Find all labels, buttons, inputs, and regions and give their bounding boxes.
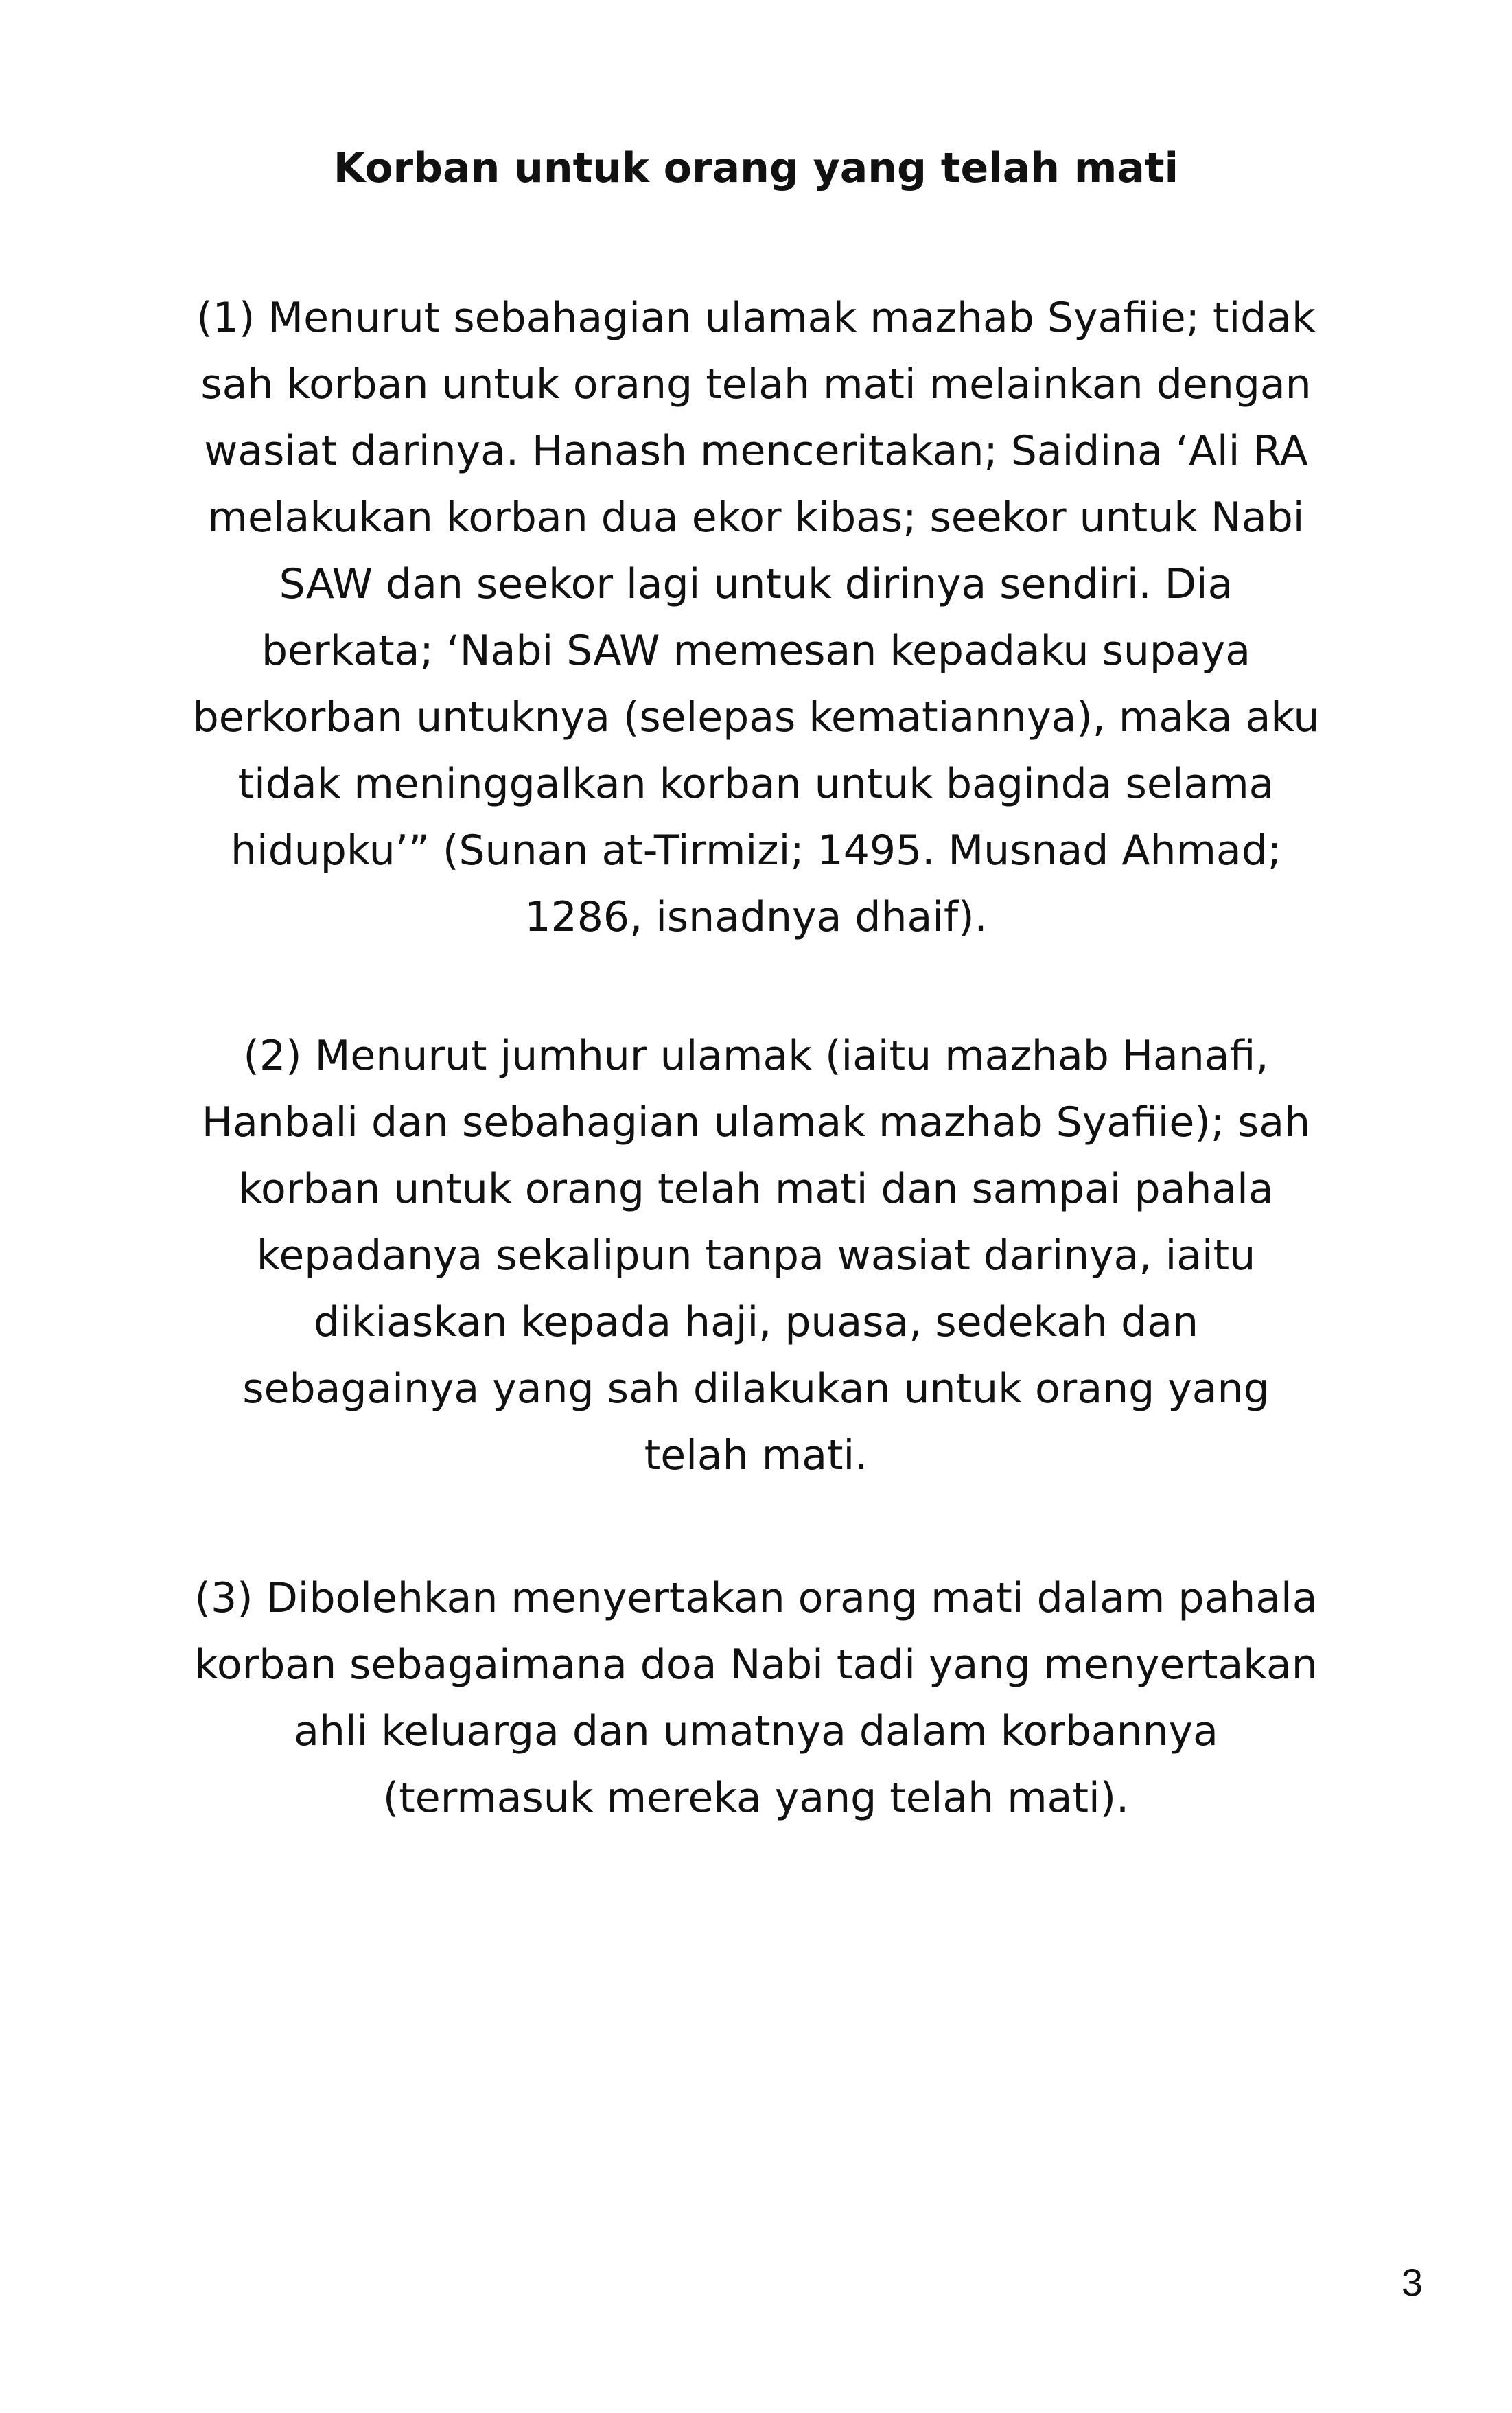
page-number: 3 xyxy=(1401,2261,1423,2304)
text-line: dikiaskan kepada haji, puasa, sedekah dan xyxy=(313,1298,1198,1346)
text-line: melakukan korban dua ekor kibas; seekor untuk Nabi xyxy=(207,494,1305,542)
paragraph-1 xyxy=(124,285,1388,951)
paragraph-3 xyxy=(124,1565,1388,1832)
text-line: (1) Menurut sebahagian ulamak mazhab Syafiie; tidak xyxy=(196,294,1316,342)
text-line: (termasuk mereka yang telah mati). xyxy=(382,1774,1130,1822)
text-line: sah korban untuk orang telah mati melainkan dengan xyxy=(200,360,1312,408)
text-line: (2) Menurut jumhur ulamak (iaitu mazhab Hanafi, xyxy=(243,1032,1269,1080)
text-line: hidupku’” (Sunan at-Tirmizi; 1495. Musnad Ahmad; xyxy=(231,827,1281,875)
text-line: berkorban untuknya (selepas kematiannya), maka aku xyxy=(192,693,1320,741)
text-line: Hanbali dan sebahagian ulamak mazhab Syafiie); sah xyxy=(201,1098,1311,1146)
text-line: korban sebagaimana doa Nabi tadi yang menyertakan xyxy=(194,1641,1318,1689)
text-line: 1286, isnadnya dhaif). xyxy=(524,893,988,941)
text-line: (3) Dibolehkan menyertakan orang mati dalam pahala xyxy=(194,1574,1318,1622)
page-title: Korban untuk orang yang telah mati xyxy=(333,144,1179,192)
text-line: telah mati. xyxy=(644,1431,868,1479)
text-line: wasiat darinya. Hanash menceritakan; Saidina ‘Ali RA xyxy=(204,427,1308,475)
text-line: ahli keluarga dan umatnya dalam korbannya xyxy=(294,1707,1218,1755)
text-line: kepadanya sekalipun tanpa wasiat darinya, iaitu xyxy=(256,1232,1256,1280)
text-line: berkata; ‘Nabi SAW memesan kepadaku supaya xyxy=(261,627,1251,675)
text-line: korban untuk orang telah mati dan sampai pahala xyxy=(238,1165,1274,1213)
paragraph-2 xyxy=(124,1023,1388,1489)
text-line: SAW dan seekor lagi untuk dirinya sendiri. Dia xyxy=(279,560,1233,608)
text-line: tidak meninggalkan korban untuk baginda selama xyxy=(237,760,1275,808)
text-line: sebagainya yang sah dilakukan untuk orang yang xyxy=(242,1365,1270,1413)
